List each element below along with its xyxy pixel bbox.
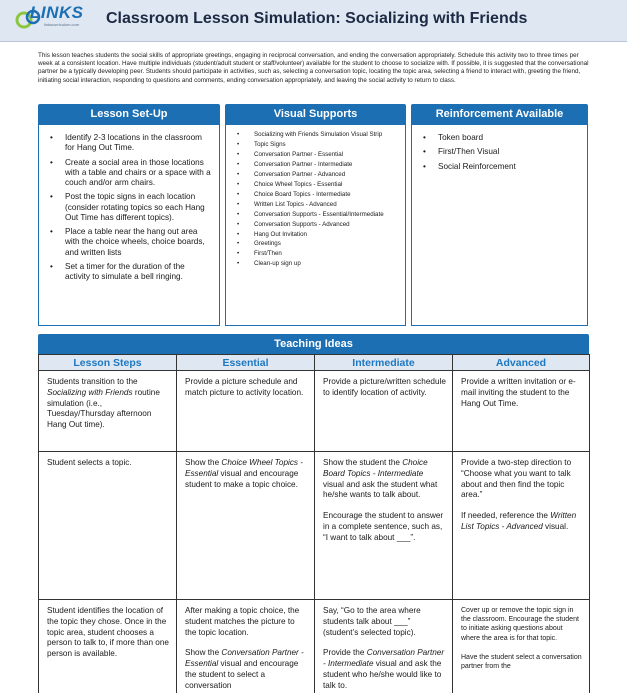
- list-item: • Clean-up sign up: [234, 260, 397, 268]
- list-item: • Place a table near the hang out area with the choice wheels, choice boards, and written lists: [47, 227, 211, 258]
- table-cell: Provide a written invitation or e-mail inviting the student to the Hang Out Time.: [453, 371, 590, 452]
- logo-subtext: linkscurriculum.com: [44, 22, 80, 27]
- table-cell: After making a topic choice, the student matches the picture to the topic location. Show the Conversation Partner - Essential visual and encourage the student to select a conversation: [177, 600, 315, 693]
- table-row: [39, 371, 590, 452]
- page-header: [0, 0, 627, 42]
- table-cell: Students transition to the Socializing with Friends routine simulation (i.e., Tuesday/Thursday afternoon Hang Out time).: [39, 371, 177, 452]
- list-item: • Create a social area in those locations with a table and chairs or a space with a couch and/or arm chairs.: [47, 158, 211, 189]
- table-cell: Show the student the Choice Board Topics - Intermediate visual and ask the student what he/she wants to talk about. Encourage the student to answer in a complete sentence, such as, “I want to talk about ___”.: [315, 452, 453, 600]
- table-cell: Student selects a topic.: [39, 452, 177, 600]
- table-cell: Show the Choice Wheel Topics - Essential visual and encourage student to make a topic choice.: [177, 452, 315, 600]
- list-item: • Conversation Supports - Advanced: [234, 221, 397, 229]
- table-cell: Cover up or remove the topic sign in the classroom. Encourage the student to initiate asking questions about where the area is for that topic. Have the student select a conversation partner from the: [453, 600, 590, 693]
- reinforcement-box: [411, 104, 588, 326]
- column-header-advanced: Advanced: [453, 355, 590, 371]
- list-item: • Topic Signs: [234, 141, 397, 149]
- column-header-essential: Essential: [177, 355, 315, 371]
- list-item: • Conversation Partner - Advanced: [234, 171, 397, 179]
- list-item: • Post the topic signs in each location (consider rotating topics so each Hang Out Time has different topics).: [47, 192, 211, 223]
- column-header-intermediate: Intermediate: [315, 355, 453, 371]
- teaching-ideas-heading: Teaching Ideas: [38, 334, 589, 354]
- lesson-setup-heading: Lesson Set-Up: [38, 104, 220, 125]
- list-item: • Conversation Partner - Essential: [234, 151, 397, 159]
- table-cell: Provide a picture/written schedule to identify location of activity.: [315, 371, 453, 452]
- list-item: • First/Then: [234, 250, 397, 258]
- visual-supports-box: [225, 104, 406, 326]
- logo-text: LINKS: [30, 3, 84, 22]
- list-item: • Identify 2-3 locations in the classroom for Hang Out Time.: [47, 133, 211, 154]
- list-item: • Conversation Supports - Essential/Intermediate: [234, 211, 397, 219]
- reinforcement-list: [420, 133, 579, 172]
- list-item: • Set a timer for the duration of the activity to simulate a bell ringing.: [47, 262, 211, 283]
- list-item: • Choice Wheel Topics - Essential: [234, 181, 397, 189]
- table-row: [39, 600, 590, 693]
- table-row: [39, 452, 590, 600]
- intro-paragraph: This lesson teaches students the social skills of appropriate greetings, engaging in reciprocal conversation, and ending the conversation appropriately. Schedule this activity two to three times per week at a consistent location. Have multiple individuals (student/adult student or staff/volunteer) available for the student to choose to socialize with. If possible, it is suggested that the conversational partner be a typically developing peer. Students should participate in activities, such as, selecting a conversation topic, locating the topic area, selecting a friend to interact with, greeting the friend, initiating social interaction, responding to questions and comments, ending conversation appropriately, and leaving the social activity to return to class.: [38, 52, 589, 84]
- lesson-setup-box: [38, 104, 220, 326]
- page-title: Classroom Lesson Simulation: Socializing with Friends: [106, 10, 528, 27]
- list-item: • Greetings: [234, 240, 397, 248]
- table-cell: Student identifies the location of the topic they chose. Once in the topic area, student chooses a person to talk to, if more than one person is available.: [39, 600, 177, 693]
- teaching-ideas-table: [38, 354, 590, 693]
- list-item: • Socializing with Friends Simulation Visual Strip: [234, 131, 397, 139]
- list-item: • Token board: [420, 133, 579, 143]
- column-header-lesson-steps: Lesson Steps: [39, 355, 177, 371]
- table-cell: Provide a picture schedule and match picture to activity location.: [177, 371, 315, 452]
- visual-supports-heading: Visual Supports: [225, 104, 406, 125]
- list-item: • Choice Board Topics - Intermediate: [234, 191, 397, 199]
- table-cell: Provide a two-step direction to “Choose what you want to talk about and then find the topic area.” If needed, reference the Written List Topics - Advanced visual.: [453, 452, 590, 600]
- list-item: • First/Then Visual: [420, 147, 579, 157]
- table-cell: Say, “Go to the area where students talk about ___” (student’s selected topic). Provide the Conversation Partner - Intermediate visual and ask the student who he/she would like to talk to.: [315, 600, 453, 693]
- list-item: • Social Reinforcement: [420, 162, 579, 172]
- lesson-setup-list: [47, 133, 211, 282]
- list-item: • Written List Topics - Advanced: [234, 201, 397, 209]
- visual-supports-list: [234, 131, 397, 268]
- list-item: • Conversation Partner - Intermediate: [234, 161, 397, 169]
- list-item: • Hang Out Invitation: [234, 231, 397, 239]
- reinforcement-heading: Reinforcement Available: [411, 104, 588, 125]
